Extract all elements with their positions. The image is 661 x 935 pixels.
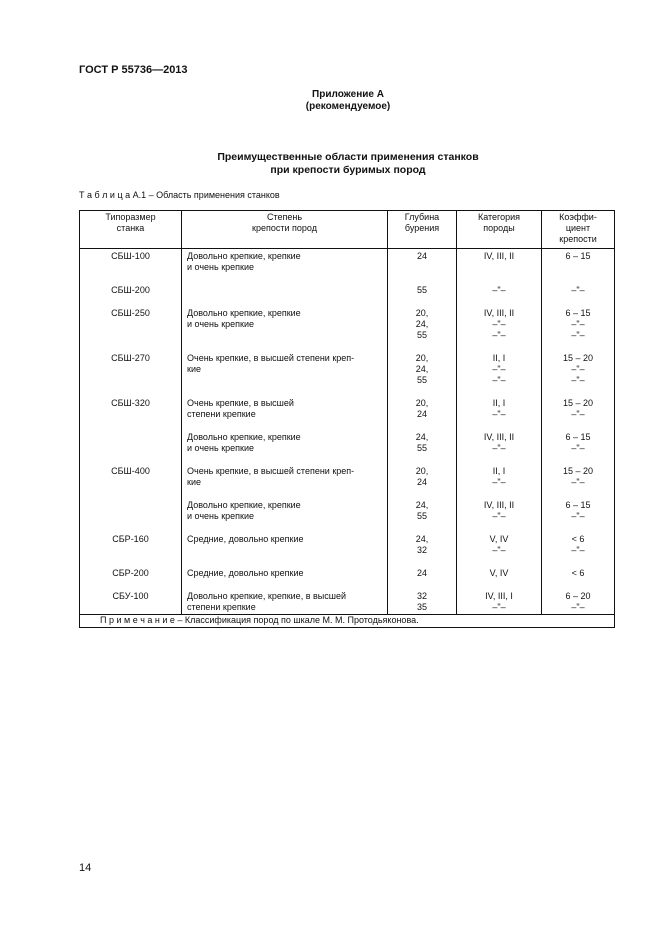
table-row bbox=[80, 533, 615, 567]
header-hardness: Степень крепости пород bbox=[182, 211, 388, 249]
cell-model: СБШ-250 bbox=[80, 307, 182, 352]
cell-category: IV, III, II bbox=[457, 249, 542, 285]
cell-hardness: Довольно крепкие, крепкие и очень крепкие bbox=[182, 249, 388, 285]
header-category: Категория породы bbox=[457, 211, 542, 249]
cell-coefficient: 6 – 15 –"– bbox=[542, 499, 615, 533]
table-row bbox=[80, 431, 615, 465]
cell-hardness: Очень крепкие, в высшей степени крепкие bbox=[182, 397, 388, 431]
cell-category: –"– bbox=[457, 284, 542, 307]
cell-hardness: Средние, довольно крепкие bbox=[182, 567, 388, 590]
cell-model: СБР-200 bbox=[80, 567, 182, 590]
cell-hardness: Очень крепкие, в высшей степени креп- кие bbox=[182, 465, 388, 499]
document-number: ГОСТ Р 55736—2013 bbox=[79, 64, 188, 76]
cell-coefficient: < 6 –"– bbox=[542, 533, 615, 567]
table-body bbox=[80, 249, 615, 615]
table-header-row bbox=[80, 211, 615, 249]
cell-depth: 24, 55 bbox=[388, 431, 457, 465]
cell-depth: 55 bbox=[388, 284, 457, 307]
cell-category: IV, III, II –"– –"– bbox=[457, 307, 542, 352]
cell-depth: 20, 24, 55 bbox=[388, 307, 457, 352]
cell-model: СБР-160 bbox=[80, 533, 182, 567]
section-title-line2: при крепости буримых пород bbox=[270, 163, 426, 176]
table-row bbox=[80, 307, 615, 352]
cell-coefficient: 15 – 20 –"– –"– bbox=[542, 352, 615, 397]
cell-depth: 20, 24 bbox=[388, 465, 457, 499]
table-row bbox=[80, 499, 615, 533]
table-row bbox=[80, 590, 615, 615]
cell-model bbox=[80, 499, 182, 533]
cell-category: II, I –"– –"– bbox=[457, 352, 542, 397]
cell-model: СБШ-200 bbox=[80, 284, 182, 307]
cell-category: V, IV bbox=[457, 567, 542, 590]
cell-coefficient: 6 – 15 –"– bbox=[542, 431, 615, 465]
cell-category: II, I –"– bbox=[457, 397, 542, 431]
cell-coefficient: < 6 bbox=[542, 567, 615, 590]
cell-coefficient: 6 – 15 –"– –"– bbox=[542, 307, 615, 352]
cell-depth: 24 bbox=[388, 249, 457, 285]
header-depth: Глубина бурения bbox=[388, 211, 457, 249]
cell-category: II, I –"– bbox=[457, 465, 542, 499]
table-row bbox=[80, 397, 615, 431]
appendix-type: (рекомендуемое) bbox=[305, 101, 391, 112]
section-title-line1: Преимущественные области применения станков bbox=[217, 151, 479, 163]
header-model: Типоразмер станка bbox=[80, 211, 182, 249]
header-coefficient: Коэффи- циент крепости bbox=[542, 211, 615, 249]
table-row bbox=[80, 284, 615, 307]
section-title bbox=[0, 151, 661, 176]
cell-model: СБШ-400 bbox=[80, 465, 182, 499]
table-row bbox=[80, 465, 615, 499]
cell-coefficient: 6 – 20 –"– bbox=[542, 590, 615, 615]
table-caption: Т а б л и ц а А.1 – Область применения станков bbox=[79, 190, 280, 200]
table-row bbox=[80, 567, 615, 590]
cell-model: СБШ-320 bbox=[80, 397, 182, 431]
cell-coefficient: 15 – 20 –"– bbox=[542, 465, 615, 499]
appendix-heading bbox=[0, 89, 661, 113]
cell-coefficient: 6 – 15 bbox=[542, 249, 615, 285]
cell-category: V, IV –"– bbox=[457, 533, 542, 567]
cell-model: СБУ-100 bbox=[80, 590, 182, 615]
cell-hardness: Очень крепкие, в высшей степени креп- кие bbox=[182, 352, 388, 397]
cell-model: СБШ-270 bbox=[80, 352, 182, 397]
cell-depth: 24 bbox=[388, 567, 457, 590]
cell-coefficient: –"– bbox=[542, 284, 615, 307]
cell-hardness: Довольно крепкие, крепкие и очень крепкие bbox=[182, 499, 388, 533]
cell-hardness: Средние, довольно крепкие bbox=[182, 533, 388, 567]
cell-model bbox=[80, 431, 182, 465]
table-row bbox=[80, 249, 615, 285]
page-number: 14 bbox=[79, 862, 92, 874]
cell-coefficient: 15 – 20 –"– bbox=[542, 397, 615, 431]
cell-category: IV, III, I –"– bbox=[457, 590, 542, 615]
appendix-title: Приложение А bbox=[312, 89, 384, 100]
table-note-row bbox=[80, 615, 615, 628]
cell-depth: 20, 24, 55 bbox=[388, 352, 457, 397]
cell-model: СБШ-100 bbox=[80, 249, 182, 285]
cell-hardness bbox=[182, 284, 388, 307]
cell-category: IV, III, II –"– bbox=[457, 431, 542, 465]
cell-hardness: Довольно крепкие, крепкие и очень крепкие bbox=[182, 431, 388, 465]
cell-hardness: Довольно крепкие, крепкие, в высшей степени крепкие bbox=[182, 590, 388, 615]
cell-depth: 32 35 bbox=[388, 590, 457, 615]
application-table bbox=[79, 210, 615, 628]
cell-depth: 24, 32 bbox=[388, 533, 457, 567]
table-row bbox=[80, 352, 615, 397]
table-note: П р и м е ч а н и е – Классификация пород по шкале М. М. Протодьяконова. bbox=[80, 615, 615, 628]
cell-hardness: Довольно крепкие, крепкие и очень крепкие bbox=[182, 307, 388, 352]
cell-depth: 20, 24 bbox=[388, 397, 457, 431]
cell-depth: 24, 55 bbox=[388, 499, 457, 533]
cell-category: IV, III, II –"– bbox=[457, 499, 542, 533]
